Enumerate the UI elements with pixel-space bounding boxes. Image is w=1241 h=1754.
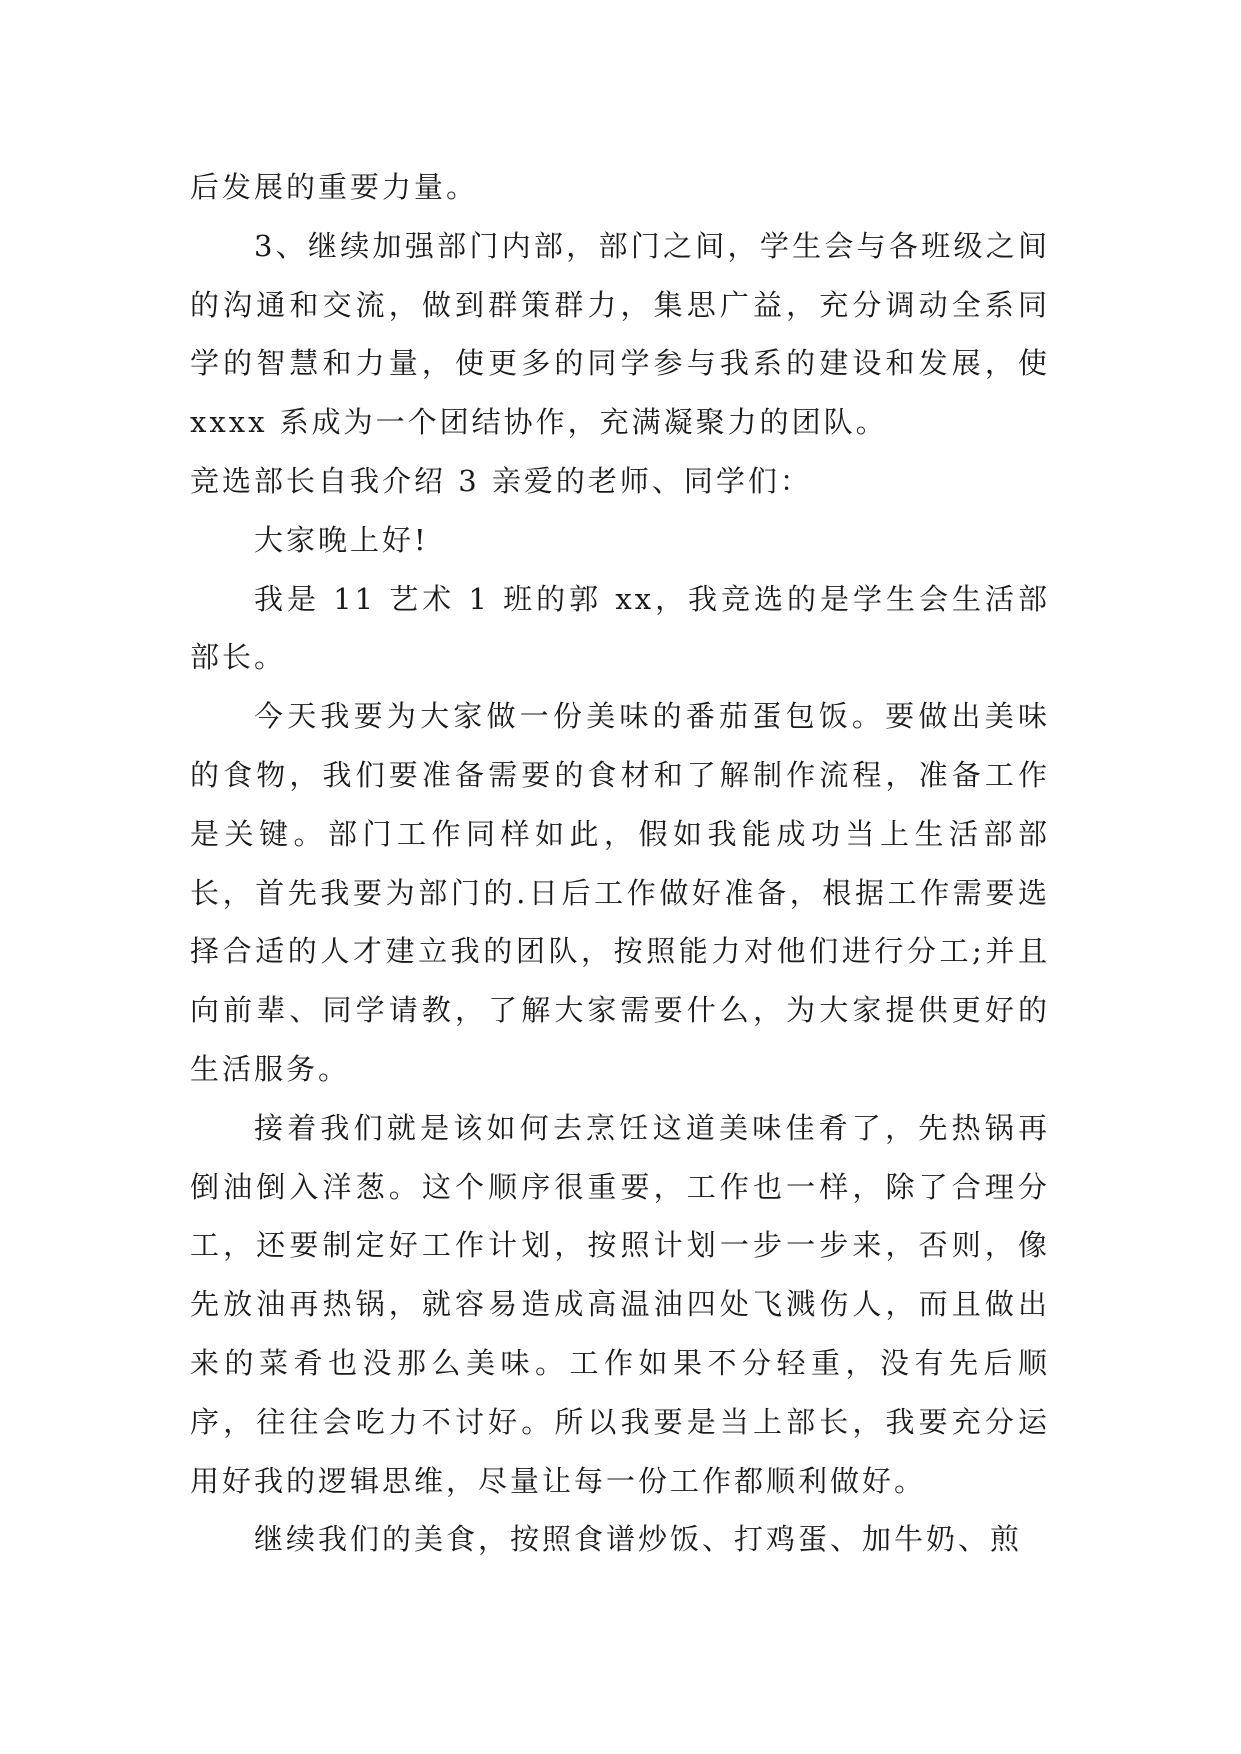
paragraph-continuation: 后发展的重要力量。	[190, 170, 479, 204]
section-heading: 竞选部长自我介绍 3 亲爱的老师、同学们：	[190, 463, 812, 498]
paragraph-cooking-order: 接着我们就是该如何去烹饪这道美味佳肴了，先热锅再倒油倒入洋葱。这个顺序很重要，工作也一样，除了合理分工，还要制定好工作计划，按照计划一步一步来，否则，像先放油再热锅，就容易造成高温油四处飞溅伤人，而且做出来的菜肴也没那么美味。工作如果不分轻重，没有先后顺序，往往会吃力不讨好。所以我要是当上部长，我要充分运用好我的逻辑思维，尽量让每一份工作都顺利做好。	[190, 1110, 1050, 1498]
paragraph-continue: 继续我们的美食，按照食谱炒饭、打鸡蛋、加牛奶、煎	[254, 1522, 1023, 1557]
paragraph-self-intro: 我是 11 艺术 1 班的郭 xx，我竞选的是学生会生活部部长。	[190, 581, 1050, 675]
paragraph-greeting: 大家晚上好!	[254, 522, 429, 557]
paragraph-item-3: 3、继续加强部门内部，部门之间，学生会与各班级之间的沟通和交流，做到群策群力，集思广益，充分调动全系同学的智慧和力量，使更多的同学参与我系的建设和发展，使 xxxx 系成为一个团结协作，充满凝聚力的团队。	[190, 228, 1050, 440]
document-body	[190, 158, 1050, 1569]
paragraph-preparation: 今天我要为大家做一份美味的番茄蛋包饭。要做出美味的食物，我们要准备需要的食材和了解制作流程，准备工作是关键。部门工作同样如此，假如我能成功当上生活部部长，首先我要为部门的.日后工作做好准备，根据工作需要选择合适的人才建立我的团队，按照能力对他们进行分工;并且向前辈、同学请教，了解大家需要什么，为大家提供更好的生活服务。	[190, 699, 1050, 1086]
